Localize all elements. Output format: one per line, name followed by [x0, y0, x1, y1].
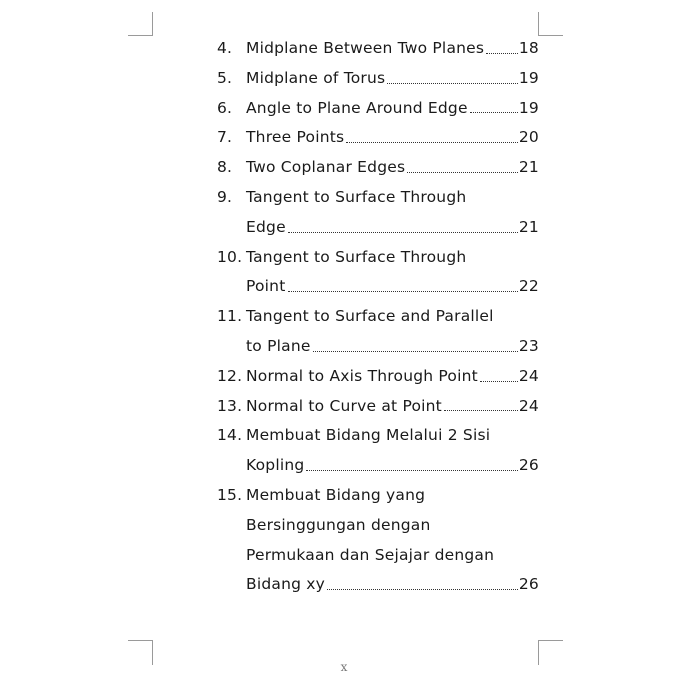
toc-entry[interactable]: [217, 421, 539, 481]
toc-line: [217, 362, 539, 392]
dot-leader: [444, 410, 518, 411]
toc-entry-title: Two Coplanar Edges: [246, 158, 406, 177]
toc-entry-title: to Plane: [246, 336, 311, 355]
crop-mark-bottom-right: [538, 640, 563, 665]
toc-page-number: 26: [518, 575, 539, 594]
toc-line: [217, 153, 539, 183]
dot-leader: [306, 470, 517, 471]
toc-page-number: 22: [518, 277, 539, 296]
toc-line: [217, 272, 539, 302]
toc-entry[interactable]: [217, 243, 539, 303]
toc-entry-title: Midplane of Torus: [246, 68, 386, 87]
toc-entry-number: 10.: [217, 247, 243, 266]
dot-leader: [387, 83, 518, 84]
toc-page-number: 23: [518, 336, 539, 355]
toc-page-number: 26: [518, 456, 539, 475]
toc-page-number: 24: [518, 396, 539, 415]
toc-page-number: 24: [518, 366, 539, 385]
table-of-contents: [217, 34, 539, 600]
toc-page-number: 19: [518, 68, 539, 87]
toc-entry-title: Membuat Bidang yang: [246, 485, 426, 504]
toc-page-number: 19: [518, 98, 539, 117]
toc-entry-number: 9.: [217, 187, 233, 206]
crop-mark-bottom-left: [128, 640, 153, 665]
dot-leader: [288, 232, 518, 233]
toc-entry-number: 8.: [217, 158, 233, 177]
dot-leader: [470, 112, 518, 113]
toc-entry[interactable]: [217, 481, 539, 600]
crop-mark-top-right: [538, 12, 563, 36]
toc-entry-title: Bidang xy: [246, 575, 326, 594]
toc-entry-title: Bersinggungan dengan: [246, 515, 431, 534]
toc-entry[interactable]: [217, 392, 539, 422]
toc-entry-title: Angle to Plane Around Edge: [246, 98, 468, 117]
toc-entry[interactable]: [217, 34, 539, 64]
crop-mark-top-left: [128, 12, 153, 36]
toc-entry-title: Membuat Bidang Melalui 2 Sisi: [246, 426, 491, 445]
toc-line: [217, 94, 539, 124]
toc-page-number: 18: [518, 39, 539, 57]
toc-line: [217, 392, 539, 422]
dot-leader: [327, 589, 518, 590]
toc-line: [217, 302, 539, 332]
toc-entry[interactable]: [217, 153, 539, 183]
toc-line: [217, 451, 539, 481]
toc-entry-title: Point: [246, 277, 286, 296]
dot-leader: [313, 351, 518, 352]
toc-entry[interactable]: [217, 64, 539, 94]
toc-entry-number: 14.: [217, 426, 243, 445]
toc-line: [217, 541, 539, 571]
toc-line: [217, 481, 539, 511]
toc-line: [217, 332, 539, 362]
toc-entry-title: Normal to Axis Through Point: [246, 366, 478, 385]
toc-page-number: 21: [518, 158, 539, 177]
toc-line: [217, 243, 539, 273]
toc-entry-number: 15.: [217, 485, 243, 504]
toc-entry-number: 11.: [217, 307, 243, 326]
toc-entry[interactable]: [217, 302, 539, 362]
toc-line: [217, 34, 539, 64]
toc-entry[interactable]: [217, 123, 539, 153]
toc-line: [217, 511, 539, 541]
toc-entry-number: 13.: [217, 396, 243, 415]
toc-entry-number: 6.: [217, 98, 233, 117]
dot-leader: [288, 291, 518, 292]
toc-entry-title: Tangent to Surface Through: [246, 187, 467, 206]
toc-entry-number: 4.: [217, 39, 233, 57]
dot-leader: [346, 142, 518, 143]
toc-line: [217, 183, 539, 213]
page-number-footer: x: [340, 660, 348, 674]
toc-line: [217, 421, 539, 451]
toc-entry-title: Permukaan dan Sejajar dengan: [246, 545, 495, 564]
toc-entry[interactable]: [217, 362, 539, 392]
toc-entry[interactable]: [217, 94, 539, 124]
toc-line: [217, 213, 539, 243]
dot-leader: [486, 53, 518, 54]
toc-page-number: 21: [518, 217, 539, 236]
toc-line: [217, 64, 539, 94]
toc-entry-title: Midplane Between Two Planes: [246, 39, 485, 57]
toc-entry-title: Edge: [246, 217, 286, 236]
toc-entry-number: 7.: [217, 128, 233, 147]
toc-line: [217, 570, 539, 600]
toc-entry-title: Three Points: [246, 128, 345, 147]
toc-entry-number: 5.: [217, 68, 233, 87]
toc-entry[interactable]: [217, 183, 539, 243]
toc-entry-number: 12.: [217, 366, 243, 385]
dot-leader: [407, 172, 518, 173]
toc-entry-title: Tangent to Surface and Parallel: [246, 307, 494, 326]
toc-line: [217, 123, 539, 153]
toc-page-number: 20: [518, 128, 539, 147]
toc-entry-title: Tangent to Surface Through: [246, 247, 467, 266]
toc-entry-title: Normal to Curve at Point: [246, 396, 442, 415]
dot-leader: [480, 381, 518, 382]
toc-entry-title: Kopling: [246, 456, 305, 475]
